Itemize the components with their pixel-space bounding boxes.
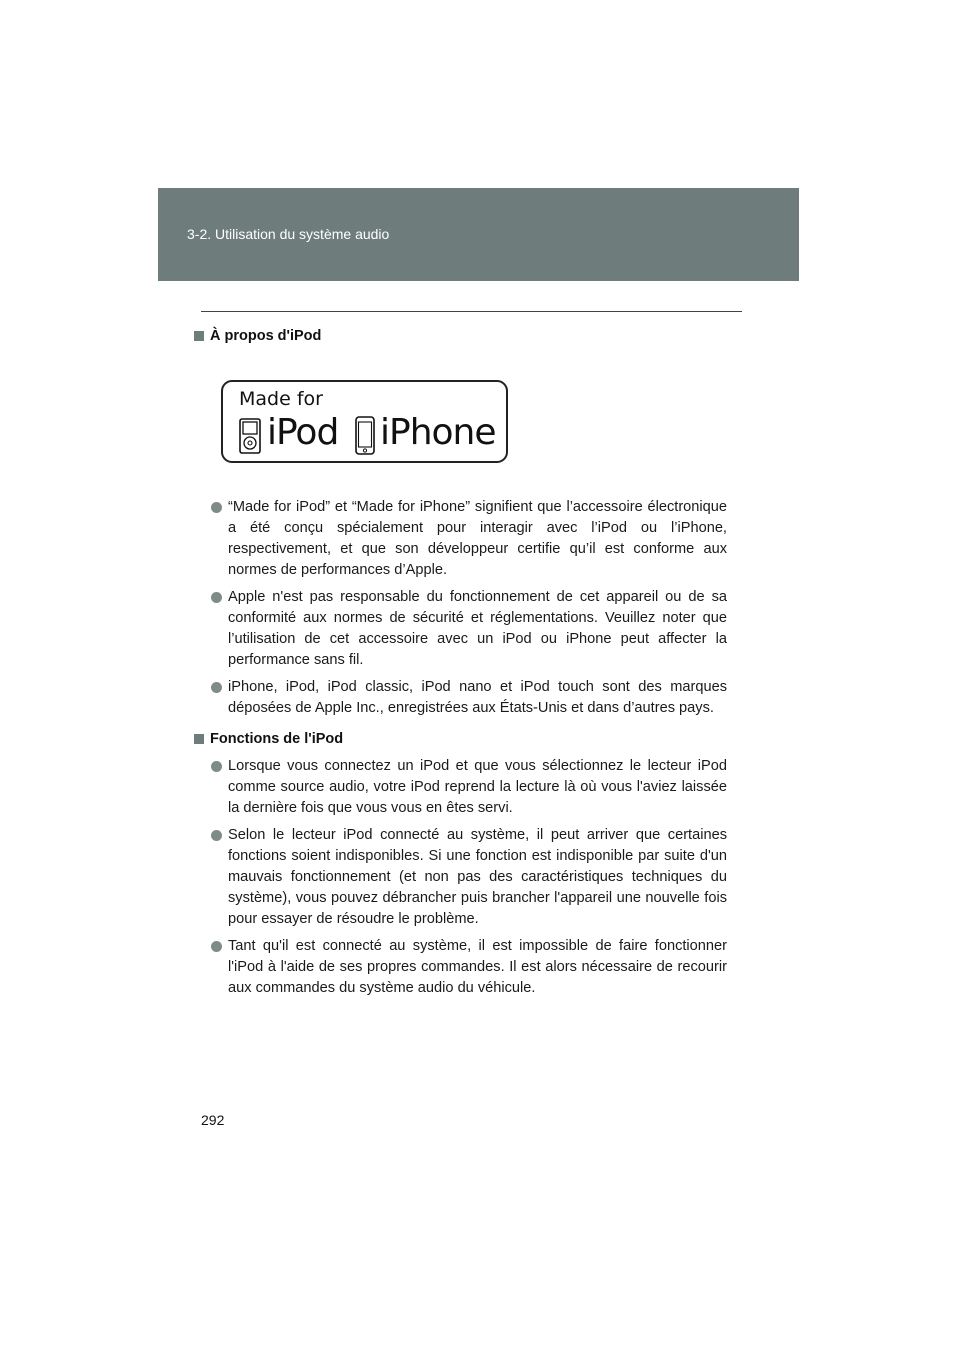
section-heading-text: Fonctions de l'iPod [210, 731, 344, 747]
about-ipod-bullet-list [211, 497, 727, 725]
ipod-classic-icon [239, 418, 261, 454]
list-item: Lorsque vous connectez un iPod et que vous sélectionnez le lecteur iPod comme source audio, votre iPod reprend la lecture là où vous l'aviez laissée la dernière fois que vous vous en êtes servi. [211, 756, 727, 819]
made-for-ipod-iphone-logo [221, 380, 508, 463]
list-item: Tant qu'il est connecté au système, il est impossible de faire fonctionner l'iPod à l'aide de ses propres commandes. Il est alors nécessaire de recourir aux commandes du système audio du véhicule. [211, 936, 727, 999]
logo-made-for-text: Made for [239, 388, 323, 410]
divider [201, 311, 742, 312]
logo-ipod-text: iPod [267, 412, 339, 453]
bullet-dot-icon [211, 761, 222, 772]
ipod-functions-bullet-list [211, 756, 727, 1005]
bullet-dot-icon [211, 502, 222, 513]
iphone-icon [355, 416, 375, 455]
list-item: iPhone, iPod, iPod classic, iPod nano et iPod touch sont des marques déposées de Apple Inc., enregistrées aux États-Unis et dans d’autres pays. [211, 677, 727, 719]
bullet-dot-icon [211, 830, 222, 841]
logo-iphone-text: iPhone [380, 412, 496, 453]
square-bullet-icon [194, 331, 204, 341]
section-heading-text: À propos d'iPod [210, 328, 322, 344]
bullet-dot-icon [211, 941, 222, 952]
page-number: 292 [201, 1112, 225, 1128]
section-heading-ipod-functions [194, 731, 343, 747]
list-item: “Made for iPod” et “Made for iPhone” signifient que l’accessoire électronique a été conçu spécialement pour interagir avec l’iPod ou l’iPhone, respectivement, et que son développeur certifie qu’il est conforme aux normes de performances d’Apple. [211, 497, 727, 581]
list-item: Selon le lecteur iPod connecté au système, il peut arriver que certaines fonctions soient indisponibles. Si une fonction est indisponible par suite d'un mauvais fonctionnement (et non pas des caractéristiques techniques du système), vous pouvez débrancher puis brancher l'appareil une nouvelle fois pour essayer de résoudre le problème. [211, 825, 727, 930]
list-item: Apple n'est pas responsable du fonctionnement de cet appareil ou de sa conformité aux normes de sécurité et réglementations. Veuillez noter que l’utilisation de cet accessoire avec un iPod ou iPhone peut affecter la performance sans fil. [211, 587, 727, 671]
bullet-dot-icon [211, 682, 222, 693]
square-bullet-icon [194, 734, 204, 744]
section-heading-about-ipod [194, 328, 321, 344]
section-header-title: 3-2. Utilisation du système audio [187, 226, 390, 242]
section-header-bar [158, 188, 799, 281]
bullet-dot-icon [211, 592, 222, 603]
